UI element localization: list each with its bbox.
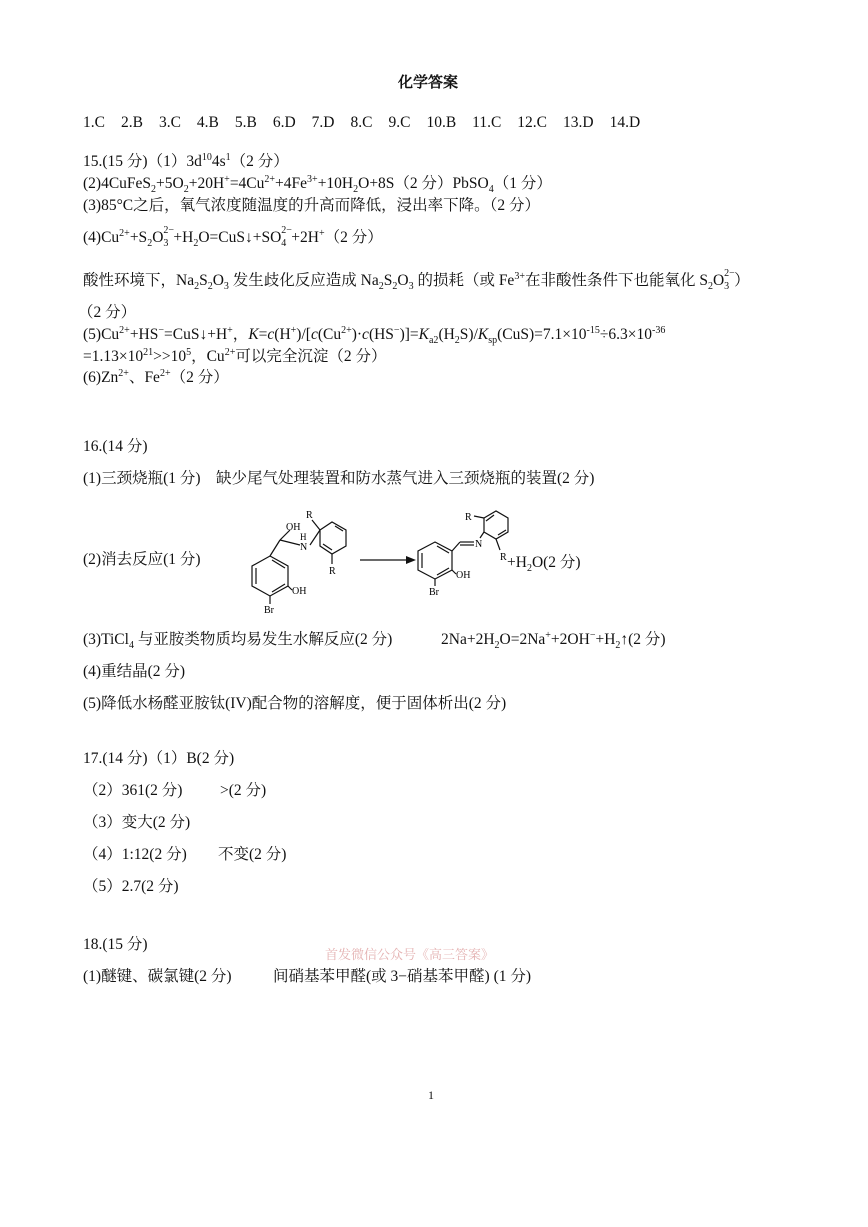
q17-line-2b: >(2 分) <box>220 782 267 799</box>
reactant-label-r-bottom: R <box>329 566 336 577</box>
answer-11: 11.C <box>472 114 502 131</box>
product-label-n: N <box>475 539 483 550</box>
reactant-label-r-top: R <box>306 510 313 521</box>
product-label-oh: OH <box>456 570 471 581</box>
product-label-br: Br <box>429 587 439 598</box>
page-title: 化学答案 <box>398 73 459 91</box>
q17-heading: 17.(14 分)（1）B(2 分) <box>83 750 235 767</box>
product-label-r-right: R <box>500 552 507 563</box>
answer-14: 14.D <box>609 114 641 131</box>
q17-line-4b: 不变(2 分) <box>218 846 287 863</box>
product-label-r-left: R <box>465 512 472 523</box>
answer-9: 9.C <box>388 114 411 131</box>
answer-8: 8.C <box>350 114 373 131</box>
answer-7: 7.D <box>311 114 335 131</box>
reactant-label-br: Br <box>264 605 274 616</box>
answer-13: 13.D <box>563 114 594 131</box>
q18-line-1b: 间硝基苯甲醛(或 3−硝基苯甲醛) (1 分) <box>273 968 532 985</box>
q17-line-4a: （4）1:12(2 分) <box>83 846 187 863</box>
answer-2: 2.B <box>120 114 143 131</box>
q18-heading: 18.(15 分) <box>83 936 148 953</box>
q16-line-2-label: (2)消去反应(1 分) <box>83 551 201 568</box>
q16-line-4: (4)重结晶(2 分) <box>83 663 186 680</box>
q15-line-7: $(5)Cu^{2+}+HS^-=CuS↓+H^+$，$K=c(H^+)/[c(Cu^{2+})\cdot c(HS^-)]=K_{a2}(H_2S)/K_{sp}(CuS)=7.1\times 10^{-15}\div 6.3\times 10^{-36}$ <box>83 324 666 347</box>
choice-answers-row <box>83 113 656 133</box>
q15-line-6: （2 分） <box>78 304 137 321</box>
q15-line-4: $(4)Cu^{2+}+S_2O$ 2− 3 $+H_2O=CuS↓+SO$ 2− 4 +2H+（2 分） <box>83 225 383 250</box>
q16-heading: 16.(14 分) <box>83 438 148 455</box>
q15-line-3: (3)85°C之后，氧气浓度随温度的升高而降低，浸出率下降。（2 分） <box>83 197 540 214</box>
q17-line-3: （3）变大(2 分) <box>83 814 191 831</box>
reactant-label-h: H <box>300 532 307 542</box>
reaction-scheme <box>230 500 530 620</box>
q17-line-2a: （2）361(2 分) <box>83 782 183 799</box>
q17-line-5: （5）2.7(2 分) <box>83 878 179 895</box>
reactant-label-oh: OH <box>286 522 301 533</box>
q15-line-8: $=1.13\times 10^{21}>>10^5$，$Cu^{2+}$可以完全沉淀（2 分） <box>83 346 387 365</box>
q15-heading: 15.(15 分)$(1)3d^{10}4s^1(2$ 分） <box>83 151 289 170</box>
q16-line-3-equation: $2Na+2H_2O=2Na^++2OH^-+H_2↑(2$ 分) <box>441 629 666 652</box>
answer-10: 10.B <box>426 114 457 131</box>
answer-1: 1.C <box>83 114 105 131</box>
q16-line-3: (3)TiCl$_4$ 与亚胺类物质均易发生水解反应(2 分) <box>83 631 393 652</box>
q15-line-5: 酸性环境下，$Na_2S_2O_3$ 发生歧化反应造成 $Na_2S_2O_3$ 的损耗（或 $Fe^{3+}$在非酸性条件下也能氧化 $S_2O$ 2− 3 ） <box>83 268 750 293</box>
reactant-label-oh-ring: OH <box>292 586 307 597</box>
q15-line-2: $(2)4CuFeS_2+5O_2+20H^+=4Cu^{2+}+4Fe^{3+}+10H_2O+8S(2$ 分）PbSO$_4$（1 分） <box>83 173 552 196</box>
q18-line-1a: (1)醚键、碳氯键(2 分) <box>83 968 232 985</box>
reactant-label-n: N <box>300 542 308 553</box>
answer-6: 6.D <box>272 114 296 131</box>
watermark: 首发微信公众号《高三答案》 <box>325 948 495 963</box>
q16-line-1: (1)三颈烧瓶(1 分) 缺少尾气处理装置和防水蒸气进入三颈烧瓶的装置(2 分) <box>83 470 595 487</box>
answer-3: 3.C <box>158 114 181 131</box>
q16-line-5: (5)降低水杨醛亚胺钛(IV)配合物的溶解度，便于固体析出(2 分) <box>83 695 507 712</box>
page-number: 1 <box>428 1088 434 1102</box>
answer-12: 12.C <box>517 114 548 131</box>
answer-4: 4.B <box>196 114 219 131</box>
reaction-arrow <box>360 556 416 564</box>
q16-water-product: $+H_2O(2$ 分) <box>507 554 581 575</box>
q15-line-9: $(6)Zn^{2+}$、$Fe^{2+}(2$ 分） <box>83 367 229 386</box>
answer-5: 5.B <box>234 114 257 131</box>
